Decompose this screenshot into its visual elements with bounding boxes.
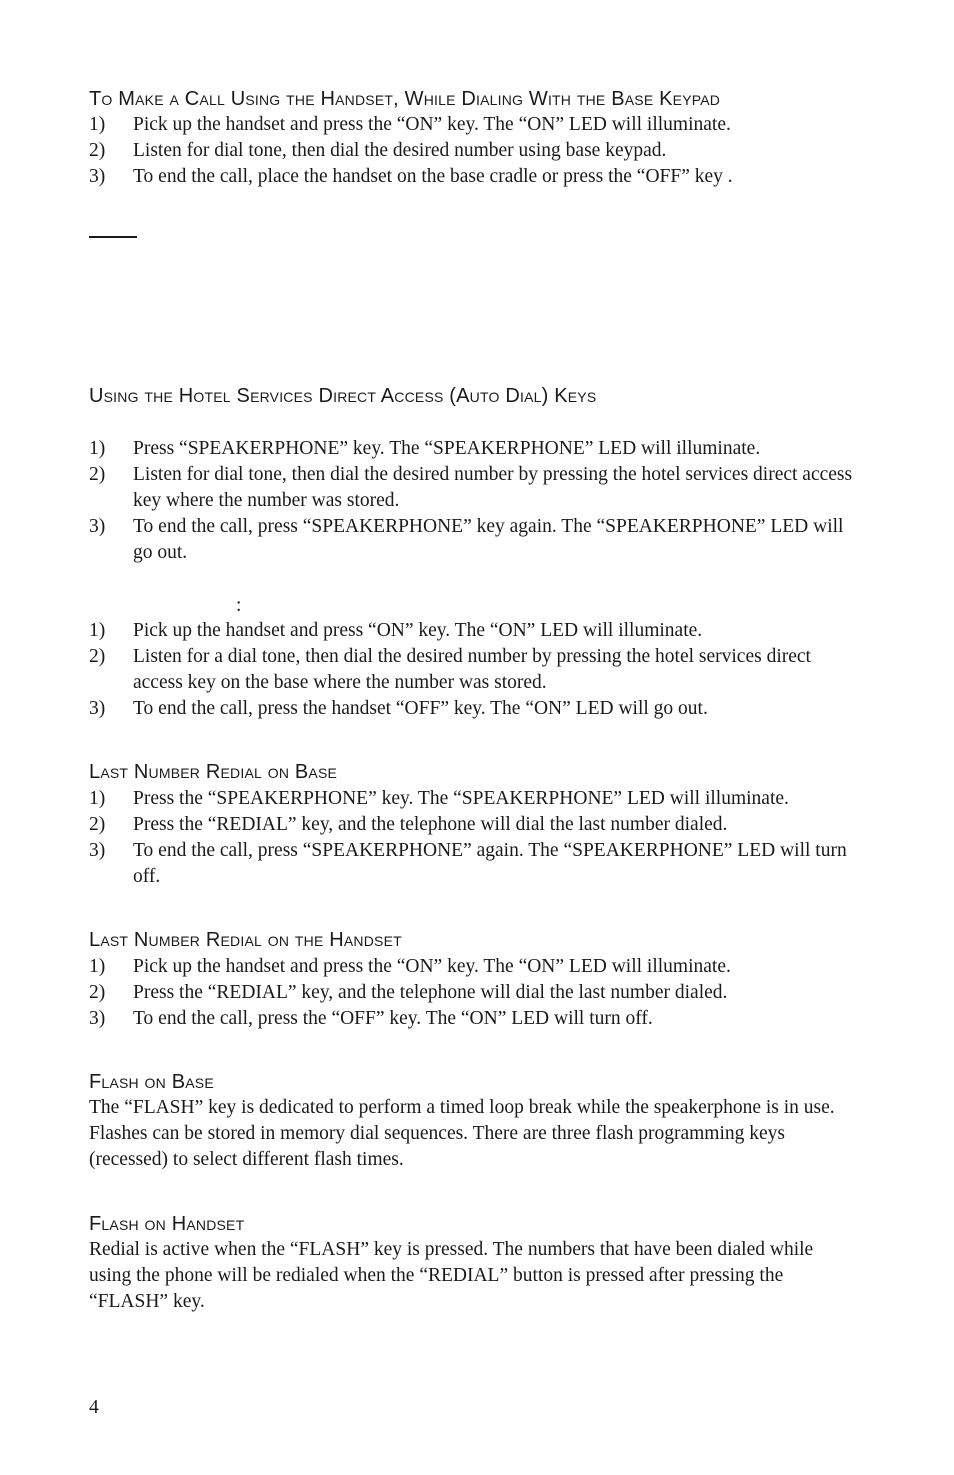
section-heading-handset-base-keypad: To Make a Call Using the Handset, While Dialing With the Base Keypad — [89, 88, 721, 110]
subheading-colon: : — [236, 595, 242, 616]
step-text: Listen for dial tone, then dial the desired number by pressing the hotel services direct access key where the number was stored. — [133, 464, 853, 511]
short-divider-rule — [89, 236, 137, 238]
list-item — [89, 786, 853, 812]
steps-list-redial-base — [89, 786, 853, 890]
step-number: 2) — [89, 982, 106, 1003]
step-text: Pick up the handset and press the “ON” key. The “ON” LED will illuminate. — [133, 956, 731, 977]
paragraph-flash-handset: Redial is active when the “FLASH” key is pressed. The numbers that have been dialed while using the phone will be redialed when the “REDIAL” button is pressed after pressing the “FLASH” key. — [89, 1239, 814, 1312]
step-text: Press the “SPEAKERPHONE” key. The “SPEAKERPHONE” LED will illuminate. — [133, 788, 789, 809]
step-text: To end the call, press the handset “OFF” key. The “ON” LED will go out. — [133, 698, 708, 719]
step-text: Listen for dial tone, then dial the desired number using base keypad. — [133, 140, 667, 161]
list-item — [89, 618, 853, 644]
steps-list-redial-handset — [89, 954, 853, 1032]
steps-list-handset-base-keypad — [89, 112, 853, 190]
page-number: 4 — [89, 1397, 99, 1418]
step-number: 3) — [89, 698, 106, 719]
section-heading-redial-base: Last Number Redial on Base — [89, 761, 338, 783]
step-number: 1) — [89, 438, 106, 459]
paragraph-flash-base: The “FLASH” key is dedicated to perform a timed loop break while the speakerphone is in use. Flashes can be stored in memory dial sequences. There are three flash programming keys (recessed) to select different flash times. — [89, 1097, 835, 1170]
step-number: 3) — [89, 840, 106, 861]
list-item — [89, 980, 853, 1006]
list-item — [89, 514, 853, 566]
step-number: 3) — [89, 516, 106, 537]
step-number: 2) — [89, 464, 106, 485]
list-item — [89, 436, 853, 462]
step-number: 2) — [89, 646, 106, 667]
section-heading-redial-handset: Last Number Redial on the Handset — [89, 929, 402, 951]
step-number: 3) — [89, 166, 106, 187]
step-number: 2) — [89, 814, 106, 835]
step-number: 1) — [89, 620, 106, 641]
step-number: 1) — [89, 956, 106, 977]
step-text: Press the “REDIAL” key, and the telephone will dial the last number dialed. — [133, 982, 728, 1003]
list-item — [89, 644, 853, 696]
section-heading-hotel-services: Using the Hotel Services Direct Access (Auto Dial) Keys — [89, 385, 597, 407]
step-text: Press the “REDIAL” key, and the telephone will dial the last number dialed. — [133, 814, 728, 835]
step-text: Listen for a dial tone, then dial the desired number by pressing the hotel services direct access key on the base where the number was stored. — [133, 646, 811, 693]
list-item — [89, 112, 853, 138]
list-item — [89, 462, 853, 514]
list-item — [89, 164, 853, 190]
list-item — [89, 812, 853, 838]
step-text: To end the call, place the handset on the base cradle or press the “OFF” key . — [133, 166, 733, 187]
step-number: 3) — [89, 1008, 106, 1029]
section-heading-flash-base: Flash on Base — [89, 1071, 214, 1093]
step-text: To end the call, press the “OFF” key. The “ON” LED will turn off. — [133, 1008, 653, 1029]
step-number: 1) — [89, 114, 106, 135]
step-number: 2) — [89, 140, 106, 161]
list-item — [89, 838, 853, 890]
list-item — [89, 138, 853, 164]
step-number: 1) — [89, 788, 106, 809]
step-text: To end the call, press “SPEAKERPHONE” key again. The “SPEAKERPHONE” LED will go out. — [133, 516, 844, 563]
list-item — [89, 696, 853, 722]
step-text: Pick up the handset and press “ON” key. The “ON” LED will illuminate. — [133, 620, 703, 641]
steps-list-hotel-services-handset — [89, 618, 853, 722]
list-item — [89, 954, 853, 980]
step-text: To end the call, press “SPEAKERPHONE” again. The “SPEAKERPHONE” LED will turn off. — [133, 840, 847, 887]
steps-list-hotel-services-speakerphone — [89, 436, 853, 566]
step-text: Pick up the handset and press the “ON” key. The “ON” LED will illuminate. — [133, 114, 731, 135]
section-heading-flash-handset: Flash on Handset — [89, 1213, 245, 1235]
list-item — [89, 1006, 853, 1032]
step-text: Press “SPEAKERPHONE” key. The “SPEAKERPHONE” LED will illuminate. — [133, 438, 761, 459]
